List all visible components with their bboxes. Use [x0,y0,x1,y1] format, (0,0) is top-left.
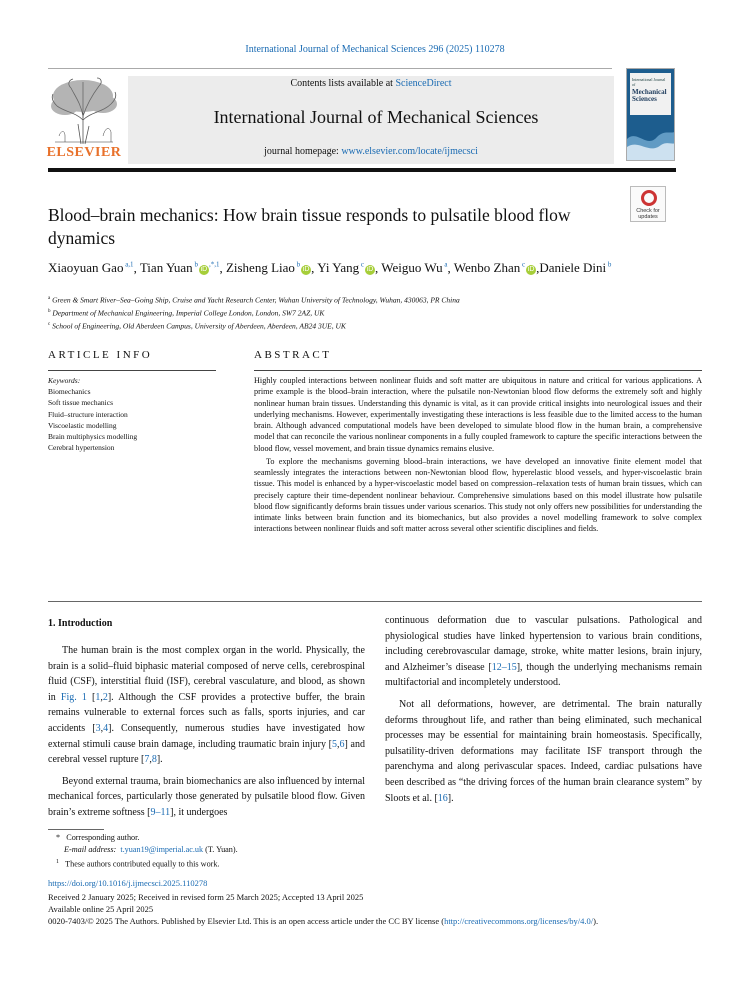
orcid-icon[interactable]: iD [302,266,310,274]
orcid-icon[interactable]: iD [527,266,535,274]
tree-icon [45,76,123,146]
abstract-heading: ABSTRACT [254,349,332,361]
homepage-prefix: journal homepage: [264,146,342,157]
abstract-paragraph: Highly coupled interactions between nonlinear fluids and soft matter are ubiquitous in nature and critical for various applications. A prime example is the blood–brain interaction, where the pulsatile non-Newtonian blood flow deforms the extremely soft and highly nonlinear human brain tissues. Understanding this dynamic is vital, as it can provide critical insights into neurological issues and their underlying mechanisms. However, experimentally investigating these interactions is less feasible due to the limited access to the human brain. Although advanced computational models have been developed to simulate blood flow in the human brain, a comprehensive model that can reconcile the various nonlinear components in a fully coupled framework to capture the specific interactions between the blood flow, vessel movement, and brain tissue dynamics remains elusive. [254,376,702,453]
header-rule-top [48,68,612,69]
email-link[interactable]: t.yuan19@imperial.ac.uk [120,845,204,854]
abstract-body [254,375,702,537]
article-info-rule [48,370,216,371]
citation-link[interactable]: 9–11 [150,806,171,818]
affiliation [48,319,668,332]
keyword: Soft tissue mechanics [48,398,113,408]
check-for-updates-button[interactable] [630,186,666,222]
author-name[interactable]: Weiguo Wu [381,260,443,276]
received-dates: Received 2 January 2025; Received in revised form 25 March 2025; Accepted 13 April 2025 [48,892,364,902]
body-paragraph: Beyond external trauma, brain biomechanics are also influenced by internal mechanical forces, particularly those generated by pulsatile blood flow. Given brain’s extreme softness [9–11], it undergoes [48,775,365,818]
journal-cover-thumbnail[interactable] [626,68,675,161]
citation-link[interactable]: 2 [102,691,108,703]
body-paragraph: continuous deformation due to vascular pulsations. Pathological and physiological studies have linked hypertension to various brain conditions, including cerebrovascular damage, stroke, white matter lesions, brain injury, and Alzheimer’s disease [12–15], though the underlying mechanisms remain multifactorial and incompletely understood. [385,615,702,689]
journal-homepage [128,146,614,157]
keyword: Cerebral hypertension [48,443,115,453]
footnote-email [64,844,238,856]
author[interactable] [48,260,134,275]
citation-link[interactable]: 8 [151,754,157,766]
citation-link[interactable]: 1 [95,691,101,703]
contents-line [128,78,614,89]
author[interactable] [381,260,447,275]
affiliation [48,306,668,319]
keyword: Viscoelastic modelling [48,420,117,430]
cover-small-text: International Journal of [632,77,666,87]
footnote-equal [56,856,220,871]
author[interactable] [226,260,311,275]
author-name[interactable]: Tian Yuan [139,260,193,276]
sciencedirect-link[interactable]: ScienceDirect [395,78,452,89]
email-suffix: (T. Yuan). [203,845,238,854]
check-updates-label: Check for updates [636,208,660,220]
intro-right-column [385,613,702,812]
license-line [48,915,708,927]
publication-dates [48,891,708,928]
affiliation-text: Department of Mechanical Engineering, Imperial College London, London, SW7 2AZ, UK [52,308,325,318]
citation-link[interactable]: Fig. 1 [60,691,87,703]
footnote-rule [48,829,104,830]
author-affil-mark[interactable]: a [442,261,448,269]
footnote-corresponding [56,832,139,844]
contents-prefix: Contents lists available at [290,78,396,89]
keyword: Biomechanics [48,387,91,397]
license-suffix: ). [593,916,599,927]
affiliations [48,293,668,332]
license-link[interactable]: http://creativecommons.org/licenses/by/4.0/ [444,916,594,927]
author-affil-mark[interactable]: c [520,261,526,269]
author[interactable] [539,260,611,275]
citation-link[interactable]: 12–15 [491,661,517,673]
affiliation-mark: c [48,322,51,327]
cover-title: Mechanical Sciences [632,88,667,103]
available-online: Available online 25 April 2025 [48,904,154,915]
author[interactable] [454,260,536,275]
author-name[interactable]: Yi Yang [317,260,360,276]
keywords-label: Keywords: [48,376,81,385]
section-rule [48,601,702,602]
citation-link[interactable]: 5 [332,738,337,750]
citation-link[interactable]: 7 [144,754,150,766]
author-affil-mark[interactable]: a,1 [123,261,134,269]
publisher-logo-text: ELSEVIER [46,145,122,160]
keyword: Fluid–structure interaction [48,409,128,419]
abstract-rule [254,370,702,371]
author-affil-mark[interactable]: c [359,261,364,269]
body-paragraph: The human brain is the most complex organ in the world. Physically, the brain is a solid–fluid biphasic material composed of nerve cells, cerebrospinal fluid (CSF), interstitial fluid (ISF), cerebral vasculature, and blood, as shown in Fig. 1 [1,2]. Although the CSF provides a protective buffer, the brain remains vulnerable to external forces such as falls, sports injuries, and car accidents [3,4]. Consequently, numerous studies have investigated how external stimuli cause brain damage, including traumatic brain injury [5,6] and cerebral vessel rupture [7,8]. [48,645,365,766]
footnote-mark: * [56,833,61,842]
citation-link[interactable]: 6 [339,738,345,750]
email-label: E-mail address: [64,845,117,854]
affiliation-text: Green & Smart River–Sea–Going Ship, Cruise and Yacht Research Center, Wuhan University of Technology, Wuhan, 430063, PR China [52,295,460,305]
author-name[interactable]: Xiaoyuan Gao [48,260,124,276]
article-info-heading: ARTICLE INFO [48,349,153,361]
cover-wave-icon [627,121,675,161]
author-affil-mark[interactable]: b [606,261,612,269]
author-affil-mark[interactable]: b [294,261,301,269]
abstract-paragraph: To explore the mechanisms governing blood–brain interactions, we have developed an innovative finite element model that seamlessly integrates the interactions between non-Newtonian blood flow, hyperelastic blood vessels, and hyper-viscoelastic brain tissue. This model is enhanced by a hyper-viscoelastic model based on compression–relaxation tests of human brain tissues, which can precisely capture their time-dependent nonlinear behaviour. Comprehensive simulations based on this model illustrate how pulsatile blood flow significantly deforms brain tissues under various scenarios. This study not only offers new possibilities for understanding the intimate links between brain function and its biomechanics, but also provides a novel modelling framework to solve complex interactions between nonlinear fluids and soft matter across several other scientific disciplines and fields. [254,456,702,534]
citation-link[interactable]: 4 [103,722,109,734]
author[interactable] [140,260,220,275]
footnote-mark: 1 [56,859,59,865]
body-paragraph: Not all deformations, however, are detrimental. The brain naturally deforms throughout life, and rather than being eliminated, such mechanical processes may be essential for maintaining brain homeostasis. Specifically, pulsatility-driven deformations may facilitate ISF transport through the parenchyma and along perivascular spaces. Indeed, cardiac pulsations have been described as “the driving forces of the human brain clearance system” by Sloots et al. [16]. [385,698,702,804]
affiliation-mark: b [48,309,51,314]
journal-title: International Journal of Mechanical Sciences [213,107,539,127]
check-updates-icon [641,190,657,206]
license-prefix: 0020-7403/© 2025 The Authors. Published by Elsevier Ltd. This is an open access article under the CC BY license ( [48,916,445,927]
keyword: Brain multiphysics modelling [48,432,138,442]
journal-reference[interactable]: International Journal of Mechanical Sciences 296 (2025) 110278 [245,44,505,55]
introduction-heading: 1. Introduction [48,618,113,629]
author-list: Xiaoyuan Gao $^{a,1}$, Tian Yuan $^biD^{,*,1}$, Zisheng Liao $^b$iD , Yi Yang $^c$iD , Weiguo Wu $^a$, Wenbo Zhan $^c$iD ,Daniele Dini $^b$ [48,260,612,276]
author-affil-mark[interactable]: ,*,1 [208,261,220,269]
keywords-block [48,375,218,453]
footnote-text: Corresponding author. [66,833,140,842]
citation-link[interactable]: 3 [95,722,101,734]
affiliation [48,293,668,306]
header-rule-bottom [48,168,676,172]
author-name[interactable]: Daniele Dini [539,260,607,276]
keywords-list [48,386,218,453]
author-name[interactable]: Zisheng Liao [225,260,295,276]
article-title: Blood–brain mechanics: How brain tissue responds to pulsatile blood flow dynamics [48,205,571,248]
affiliation-mark: a [48,296,51,301]
author-name[interactable]: Wenbo Zhan [453,260,521,276]
author[interactable] [317,260,375,275]
author-affil-mark[interactable]: b [192,261,198,269]
footnote-text: These authors contributed equally to this work. [65,859,220,869]
affiliation-text: School of Engineering, Old Aberdeen Campus, University of Aberdeen, Aberdeen, AB24 3UE, UK [52,321,346,331]
homepage-link[interactable]: www.elsevier.com/locate/ijmecsci [341,146,478,157]
orcid-icon[interactable]: iD [366,266,374,274]
orcid-icon[interactable]: iD [200,266,208,274]
citation-link[interactable]: 16 [437,792,448,804]
doi-link[interactable]: https://doi.org/10.1016/j.ijmecsci.2025.110278 [48,878,208,888]
intro-left-column [48,643,365,827]
